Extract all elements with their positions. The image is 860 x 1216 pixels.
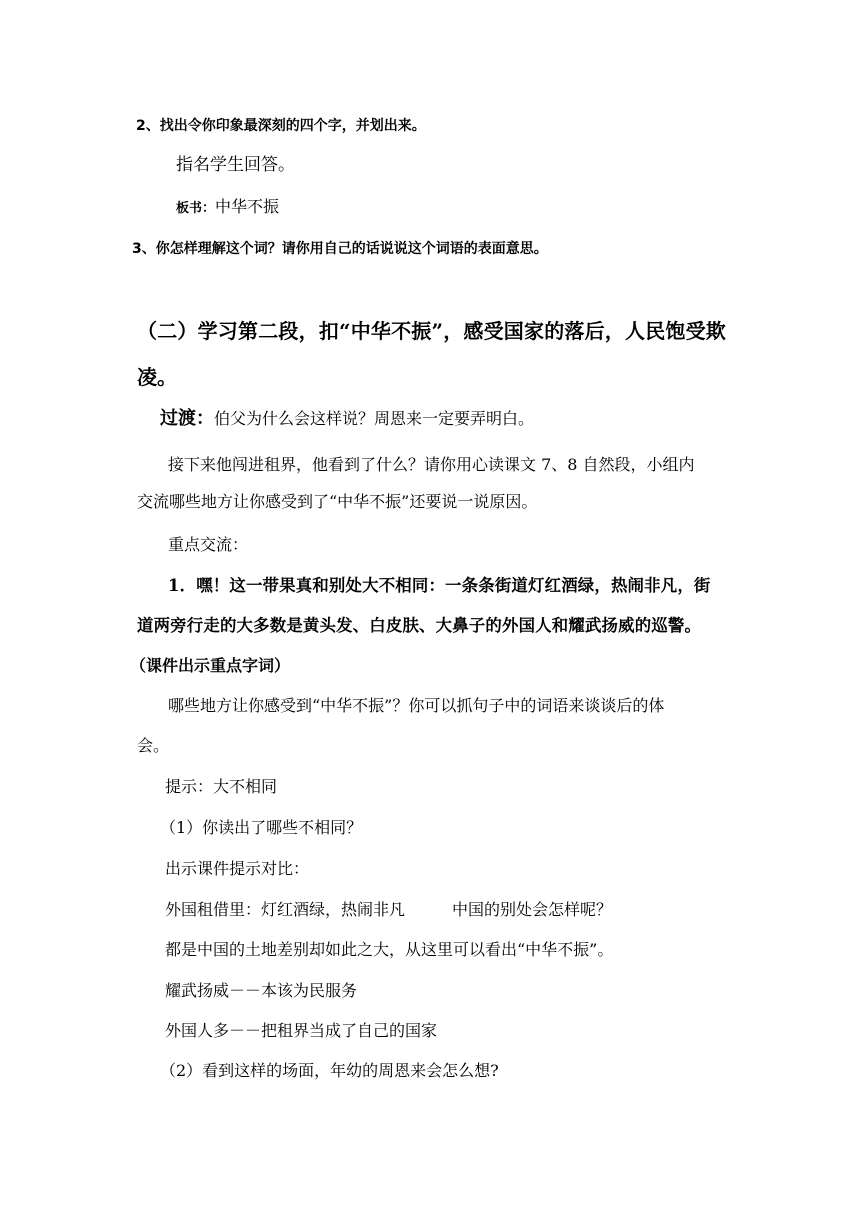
section-title-line-1: （二）学习第二段，扣“中华不振”，感受国家的落后，人民饱受欺 — [137, 319, 727, 343]
paragraph-line-2: 交流哪些地方让你感受到了“中华不振”还要说一说原因。 — [137, 492, 538, 511]
transition-text: 伯父为什么会这样说？周恩来一定要弄明白。 — [214, 409, 535, 428]
question-line-2: 会。 — [137, 736, 170, 755]
quote-line-2: 道两旁行走的大多数是黄头发、白皮肤、大鼻子的外国人和耀武扬威的巡警。 — [137, 616, 702, 635]
paragraph-line-1: 接下来他闯进租界，他看到了什么？请你用心读课文 7、8 自然段，小组内 — [168, 455, 695, 474]
board-writing — [176, 197, 279, 219]
board-value: 中华不振 — [215, 197, 280, 216]
compare-right: 中国的别处会怎样呢？ — [452, 900, 613, 919]
answer-instruction: 指名学生回答。 — [176, 155, 295, 175]
section-title-line-2: 凌。 — [137, 365, 177, 389]
quote-line-1: 1．嘿！这一带果真和别处大不相同：一条条街道灯红酒绿，热闹非凡，街 — [168, 576, 711, 595]
board-label: 板书： — [176, 201, 216, 216]
question-3: 3、你怎样理解这个词？请你用自己的话说说这个词语的表面意思。 — [132, 241, 548, 257]
compare-left: 外国租借里：灯红酒绿，热闹非凡 — [165, 900, 406, 919]
show-compare: 出示课件提示对比： — [165, 859, 310, 878]
quote-line-3: （课件出示重点字词） — [130, 656, 291, 675]
hint: 提示：大不相同 — [165, 777, 278, 796]
contrast-line-2: 外国人多－－把租界当成了自己的国家 — [165, 1021, 438, 1040]
transition-label: 过渡： — [160, 408, 214, 429]
contrast-line-1: 耀武扬威－－本该为民服务 — [165, 981, 358, 1000]
conclusion: 都是中国的土地差别却如此之大，从这里可以看出“中华不振”。 — [165, 940, 614, 959]
sub-question-2: （2）看到这样的场面，年幼的周恩来会怎么想? — [160, 1061, 499, 1080]
question-line-1: 哪些地方让你感受到“中华不振”？你可以抓句子中的词语来谈谈后的体 — [168, 696, 665, 715]
transition — [160, 409, 534, 429]
sub-question-1: （1）你读出了哪些不相同？ — [160, 818, 363, 837]
key-exchange-label: 重点交流： — [168, 535, 249, 554]
question-2: 2、找出令你印象最深刻的四个字，并划出来。 — [136, 118, 426, 134]
